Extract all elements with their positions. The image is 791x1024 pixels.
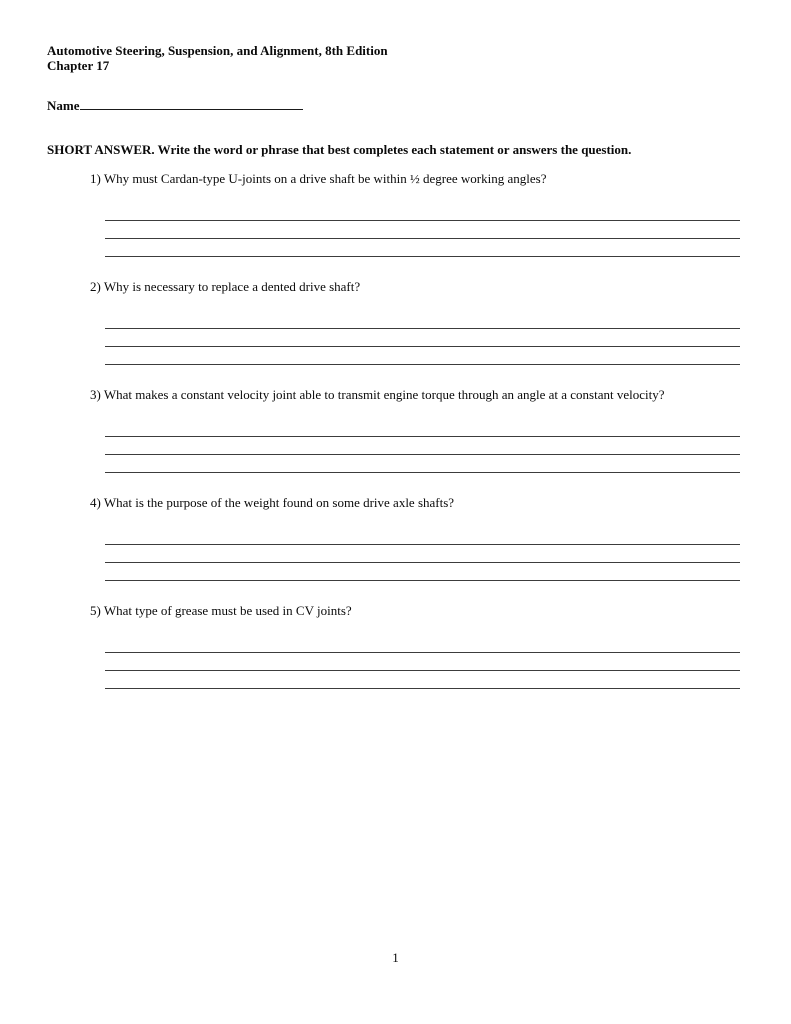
question-number: 4)	[90, 495, 104, 510]
question-text	[90, 170, 744, 187]
page-content	[47, 43, 744, 710]
question-number: 1)	[90, 171, 104, 186]
answer-blank-line	[105, 221, 740, 239]
answer-blank-line	[105, 545, 740, 563]
answer-lines	[105, 419, 740, 473]
question-block	[90, 386, 744, 473]
document-title: Automotive Steering, Suspension, and Alignment, 8th Edition	[47, 43, 388, 58]
name-row	[47, 95, 744, 113]
question-block	[90, 170, 744, 257]
answer-blank-line	[105, 347, 740, 365]
question-text	[90, 602, 744, 619]
answer-lines	[105, 635, 740, 689]
question-text	[90, 386, 744, 403]
question-number: 5)	[90, 603, 104, 618]
question-block	[90, 494, 744, 581]
answer-blank-line	[105, 671, 740, 689]
question-block	[90, 602, 744, 689]
question-number: 2)	[90, 279, 104, 294]
question-text	[90, 494, 744, 511]
question-text: What makes a constant velocity joint able to transmit engine torque through an angle at a constant velocity?	[103, 387, 665, 402]
question-text	[90, 278, 744, 295]
question-block	[90, 278, 744, 365]
answer-blank-line	[105, 635, 740, 653]
chapter-label: Chapter 17	[47, 58, 110, 73]
answer-blank-line	[105, 419, 740, 437]
answer-blank-line	[105, 311, 740, 329]
question-text: Why is necessary to replace a dented drive shaft?	[103, 279, 361, 294]
name-label: Name	[47, 98, 80, 113]
page-number: 1	[392, 950, 399, 965]
section-instruction: SHORT ANSWER. Write the word or phrase that best completes each statement or answers the question.	[47, 142, 632, 157]
document-header	[47, 43, 744, 73]
question-text: What is the purpose of the weight found on some drive axle shafts?	[103, 495, 455, 510]
question-text: Why must Cardan-type U-joints on a drive shaft be within ½ degree working angles?	[103, 171, 547, 186]
answer-blank-line	[105, 203, 740, 221]
answer-blank-line	[105, 455, 740, 473]
answer-lines	[105, 203, 740, 257]
answer-blank-line	[105, 437, 740, 455]
answer-blank-line	[105, 239, 740, 257]
question-number: 3)	[90, 387, 104, 402]
questions-list	[90, 170, 744, 689]
question-text: What type of grease must be used in CV joints?	[103, 603, 352, 618]
answer-blank-line	[105, 527, 740, 545]
answer-lines	[105, 311, 740, 365]
answer-blank-line	[105, 563, 740, 581]
answer-lines	[105, 527, 740, 581]
answer-blank-line	[105, 329, 740, 347]
answer-blank-line	[105, 653, 740, 671]
name-blank-line	[80, 95, 303, 110]
